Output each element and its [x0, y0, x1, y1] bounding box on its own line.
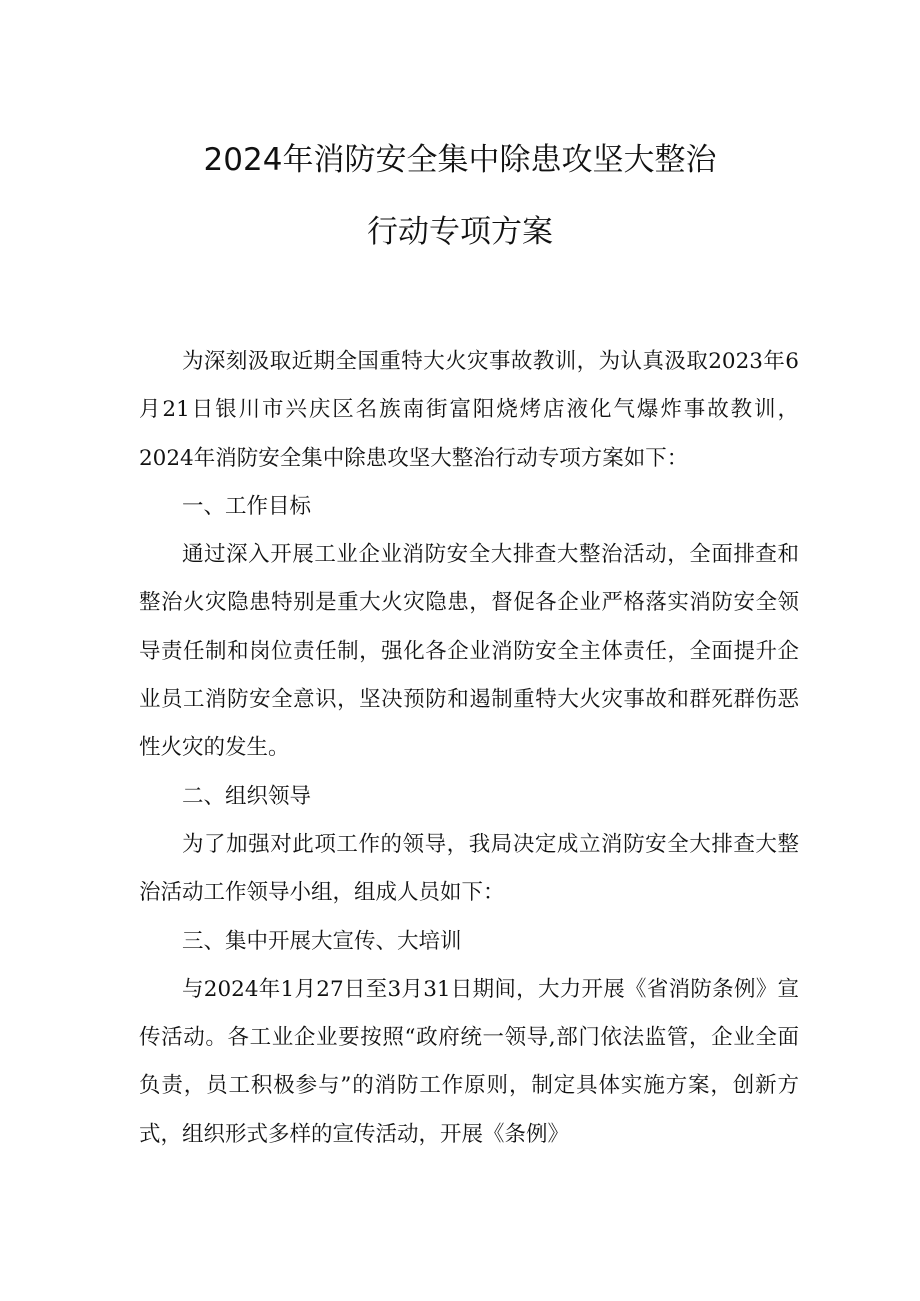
intro-paragraph: 为深刻汲取近期全国重特大火灾事故教训，为认真汲取2023年6月21日银川市兴庆区名族南街富阳烧烤店液化气爆炸事故教训，2024年消防安全集中除患攻坚大整治行动专项方案如下：	[139, 349, 799, 471]
document-title-line-2: 行动专项方案	[367, 214, 553, 250]
section-3-heading: 三、集中开展大宣传、大培训	[182, 928, 462, 954]
section-2-paragraph: 为了加强对此项工作的领导，我局决定成立消防安全大排查大整治活动工作领导小组，组成人员如下：	[139, 831, 799, 906]
document-body	[139, 338, 799, 1159]
section-1-paragraph: 通过深入开展工业企业消防安全大排查大整治活动，全面排查和整治火灾隐患特别是重大火灾隐患，督促各企业严格落实消防安全领导责任制和岗位责任制，强化各企业消防安全主体责任，全面提升企业员工消防安全意识，坚决预防和遏制重特大火灾事故和群死群伤恶性火灾的发生。	[139, 542, 799, 761]
document-title-line-1: 2024年消防安全集中除患攻坚大整治	[203, 142, 717, 178]
section-2-heading: 二、组织领导	[182, 783, 312, 809]
section-3-paragraph: 与2024年1月27日至3月31日期间，大力开展《省消防条例》宣传活动。各工业企业要按照“政府统一领导,部门依法监管，企业全面负责，员工积极参与”的消防工作原则，制定具体实施方案，创新方式，组织形式多样的宣传活动，开展《条例》	[139, 976, 799, 1147]
section-1-heading: 一、工作目标	[182, 493, 312, 519]
